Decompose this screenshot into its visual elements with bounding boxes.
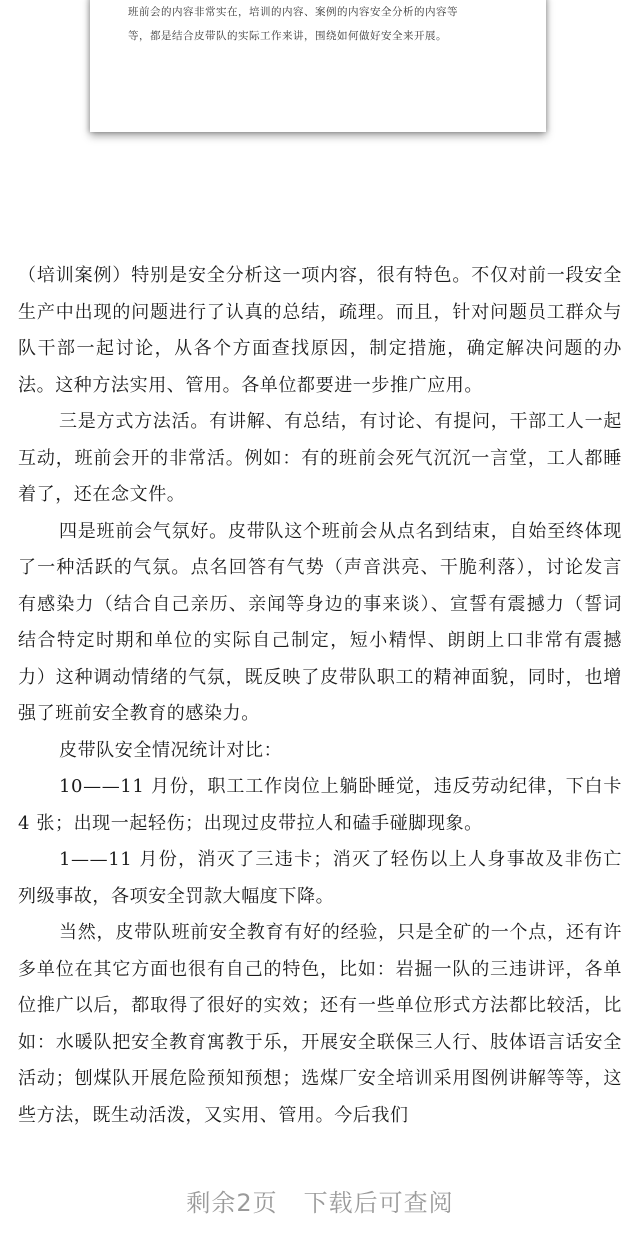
preview-area xyxy=(0,0,640,175)
download-hint: 下载后可查阅 xyxy=(303,1188,454,1217)
paragraph: （培训案例）特别是安全分析这一项内容，很有特色。不仅对前一段安全生产中出现的问题进行了认真的总结，疏理。而且，针对问题员工群众与队干部一起讨论，从各个方面查找原因，制定措施，确定解决问题的办法。这种方法实用、管用。各单位都要进一步推广应用。 xyxy=(18,265,622,396)
paragraph: 当然，皮带队班前安全教育有好的经验，只是全矿的一个点，还有许多单位在其它方面也很有自己的特色，比如：岩掘一队的三违讲评，各单位推广以后，都取得了很好的实效；还有一些单位形式方法都比较活，比如：水暖队把安全教育寓教于乐，开展安全联保三人行、肢体语言话安全活动；刨煤队开展危险预知预想；选煤厂安全培训采用图例讲解等等，这些方法，既生动活泼，又实用、管用。今后我们 xyxy=(18,922,622,1126)
preview-line: 班前会的内容非常实在，培训的内容、案例的内容安全分析的内容等 xyxy=(128,6,458,18)
paragraph: 皮带队安全情况统计对比： xyxy=(59,739,283,761)
remaining-pages-count: 剩余2页 xyxy=(186,1188,278,1217)
paragraph: 10——11 月份，职工工作岗位上躺卧睡觉，违反劳动纪律，下白卡 4 张；出现一起轻伤；出现过皮带拉人和磕手碰脚现象。 xyxy=(18,776,622,834)
paragraph: 四是班前会气氛好。皮带队这个班前会从点名到结束，自始至终体现了一种活跃的气氛。点名回答有气势（声音洪亮、干脆利落），讨论发言有感染力（结合自己亲历、亲闻等身边的事来谈）、宣誓有震撼力（誓词结合特定时期和单位的实际自己制定，短小精悍、朗朗上口非常有震撼力）这种调动情绪的气氛，既反映了皮带队职工的精神面貌，同时，也增强了班前安全教育的感染力。 xyxy=(18,520,622,724)
remaining-pages-bar[interactable] xyxy=(0,1165,640,1235)
document-page xyxy=(0,258,640,1134)
paragraph: 三是方式方法活。有讲解、有总结，有讨论、有提问，干部工人一起互动，班前会开的非常活。例如：有的班前会死气沉沉一言堂，工人都睡着了，还在念文件。 xyxy=(18,411,622,505)
page-preview-card[interactable] xyxy=(90,0,546,132)
preview-line: 等，都是结合皮带队的实际工作来讲，围绕如何做好安全来开展。 xyxy=(128,30,447,42)
paragraph: 1——11 月份，消灭了三违卡；消灭了轻伤以上人身事故及非伤亡列级事故，各项安全罚款大幅度下降。 xyxy=(18,849,622,907)
remaining-pages-text xyxy=(186,1183,453,1218)
